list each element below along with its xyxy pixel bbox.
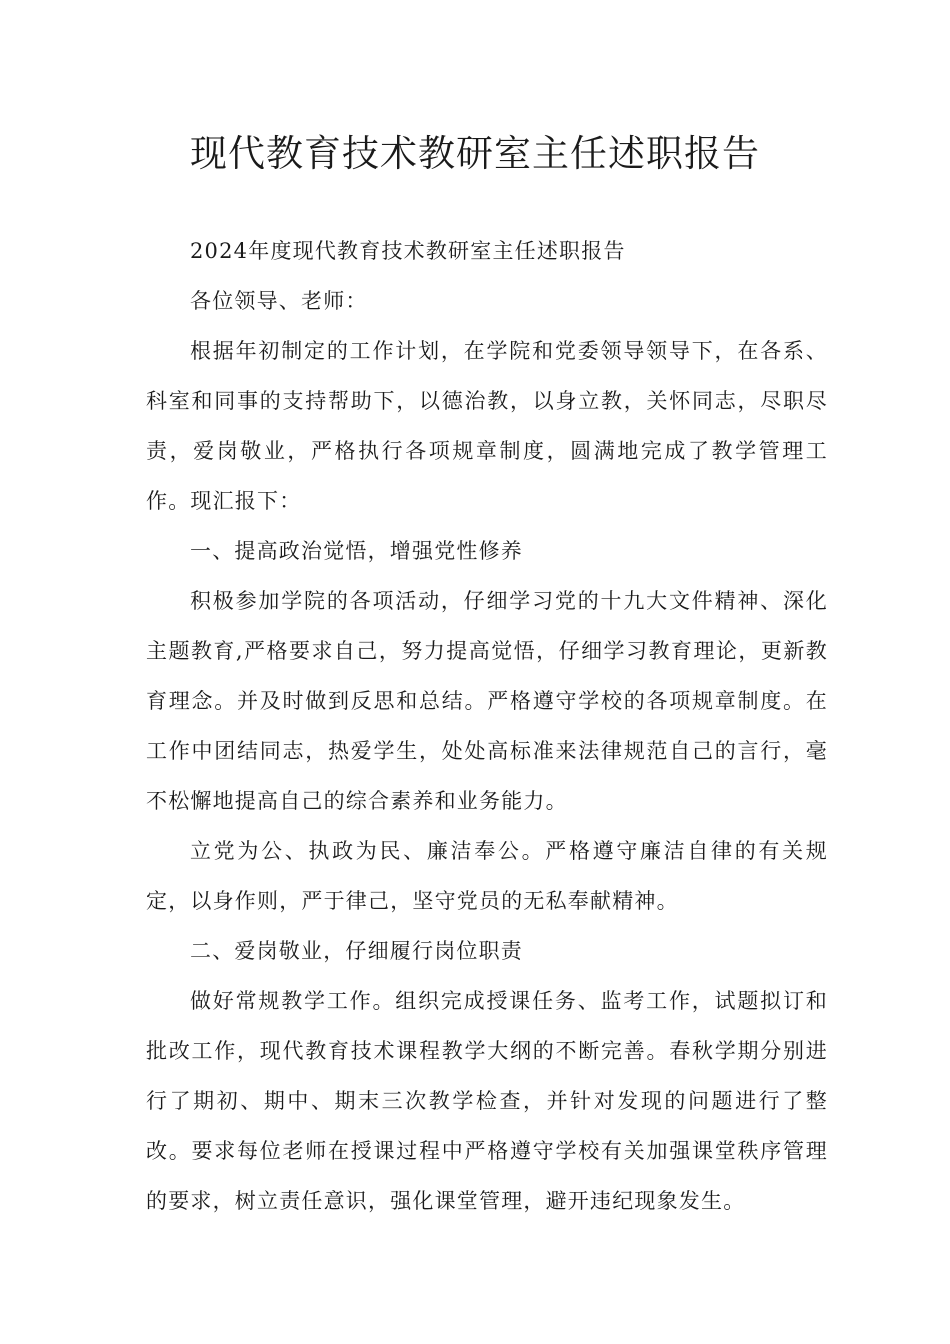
- section-heading-2: 二、爱岗敬业，仔细履行岗位职责: [190, 939, 523, 963]
- body-paragraph: 做好常规教学工作。组织完成授课任务、监考工作，试题拟订和批改工作，现代教育技术课程教学大纲的不断完善。春秋学期分别进行了期初、期中、期末三次教学检查，并针对发现的问题进行了整改。要求每位老师在授课过程中严格遵守学校有关加强课堂秩序管理的要求，树立责任意识，强化课堂管理，避开违纪现象发生。: [146, 989, 828, 1213]
- document-title: 现代教育技术教研室主任述职报告: [190, 132, 760, 175]
- report-subtitle-line: 2024年度现代教育技术教研室主任述职报告: [190, 239, 626, 263]
- salutation: 各位领导、老师：: [190, 289, 368, 313]
- body-paragraph: 立党为公、执政为民、廉洁奉公。严格遵守廉洁自律的有关规定，以身作则，严于律己，坚守党员的无私奉献精神。: [146, 839, 828, 913]
- body-paragraph: 积极参加学院的各项活动，仔细学习党的十九大文件精神、深化主题教育,严格要求自己，努力提高觉悟，仔细学习教育理论，更新教育理念。并及时做到反思和总结。严格遵守学校的各项规章制度。在工作中团结同志，热爱学生，处处高标准来法律规范自己的言行，毫不松懈地提高自己的综合素养和业务能力。: [146, 589, 828, 813]
- intro-paragraph: 根据年初制定的工作计划，在学院和党委领导领导下，在各系、科室和同事的支持帮助下，以德治教，以身立教，关怀同志，尽职尽责，爱岗敬业，严格执行各项规章制度，圆满地完成了教学管理工作。现汇报下：: [146, 339, 828, 513]
- document-body: [146, 226, 828, 1226]
- section-heading-1: 一、提高政治觉悟，增强党性修养: [190, 539, 523, 563]
